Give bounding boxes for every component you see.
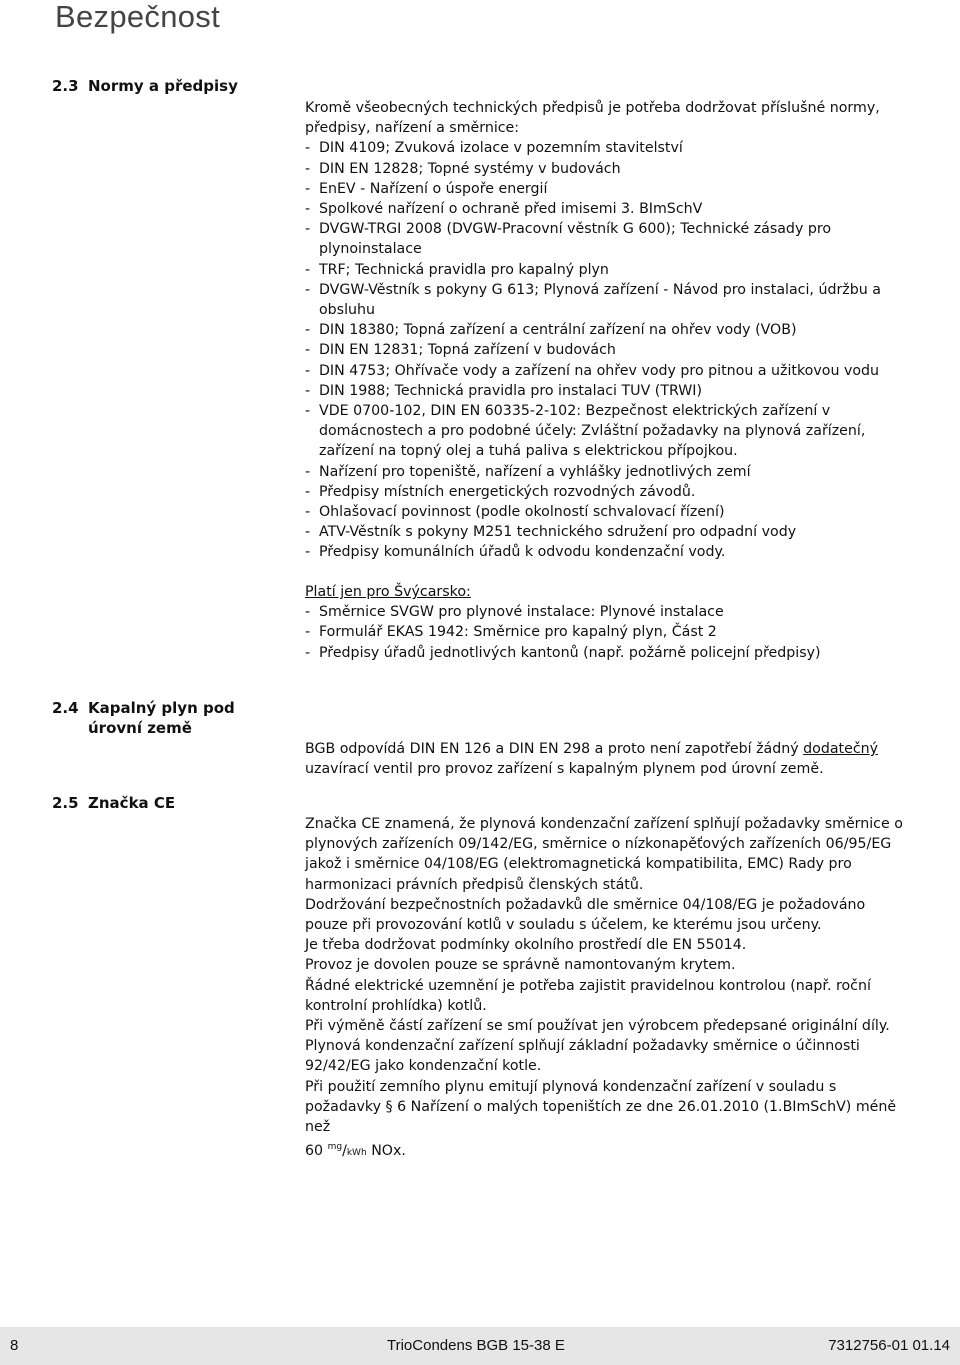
section-number: 2.5 (52, 794, 79, 812)
list-item: - Předpisy místních energetických rozvodných závodů. (305, 482, 915, 502)
list-item: - DIN EN 12828; Topné systémy v budovách (305, 159, 915, 179)
list-item: - Nařízení pro topeniště, nařízení a vyhlášky jednotlivých zemí (305, 462, 915, 482)
footer-page-number: 8 (10, 1337, 19, 1354)
section-heading-znacka-ce (52, 793, 175, 813)
section-heading-normy (52, 76, 238, 96)
swiss-body (305, 582, 915, 663)
list-item: - DIN 4753; Ohřívače vody a zařízení na ohřev vody pro pitnou a užitkovou vodu (305, 361, 915, 381)
lpg-text-underlined: dodatečný (803, 741, 879, 757)
ce-body (305, 814, 912, 1163)
section-number: 2.3 (52, 77, 79, 95)
ce-paragraph: Při výměně částí zařízení se smí používat jen výrobcem předepsané originální díly. (305, 1018, 890, 1035)
ce-paragraph: Při použití zemního plynu emitují plynová kondenzační zařízení v souladu s požadavky § 6 Nařízení o malých topeništích ze dne 26.01.2010 (1.BImSchV) méně než (305, 1078, 897, 1136)
list-item: - EnEV - Nařízení o úspoře energií (305, 179, 915, 199)
emission-unit-sup: mg (327, 1142, 343, 1153)
swiss-heading: Platí jen pro Švýcarsko: (305, 584, 471, 600)
section-title: Kapalný plyn pod úrovní země (88, 699, 235, 737)
emission-unit-sep: / (342, 1143, 347, 1160)
emission-limit (305, 1137, 912, 1163)
list-item: - Předpisy komunálních úřadů k odvodu kondenzační vody. (305, 542, 915, 562)
lpg-text-part: BGB odpovídá DIN EN 126 a DIN EN 298 a proto není zapotřebí žádný (305, 741, 804, 757)
list-item: - DVGW-TRGI 2008 (DVGW-Pracovní věstník G 600); Technické zásady pro plynoinstalace (305, 219, 915, 259)
ce-paragraph: Provoz je dovolen pouze se správně namontovaným krytem. (305, 957, 736, 974)
lpg-paragraph (305, 739, 915, 779)
list-item: - Předpisy úřadů jednotlivých kantonů (např. požárně policejní předpisy) (305, 643, 915, 663)
list-item: - Formulář EKAS 1942: Směrnice pro kapalný plyn, Část 2 (305, 622, 915, 642)
list-item: - DIN 4109; Zvuková izolace v pozemním stavitelství (305, 138, 915, 158)
ce-paragraph: Je třeba dodržovat podmínky okolního prostředí dle EN 55014. (305, 937, 747, 954)
section-number: 2.4 (52, 699, 79, 717)
list-item: - Spolkové nařízení o ochraně před imisemi 3. BImSchV (305, 199, 915, 219)
list-item: - TRF; Technická pravidla pro kapalný plyn (305, 260, 915, 280)
emission-value: 60 (305, 1143, 324, 1160)
emission-gas: NOx. (371, 1143, 406, 1160)
swiss-list (305, 602, 915, 663)
list-item: - Směrnice SVGW pro plynové instalace: Plynové instalace (305, 602, 915, 622)
section-heading-kapalny-plyn (52, 698, 278, 738)
section-title: Značka CE (88, 794, 176, 812)
emission-unit-sub: kWh (346, 1148, 367, 1159)
list-item: - DIN 18380; Topná zařízení a centrální zařízení na ohřev vody (VOB) (305, 320, 915, 340)
list-item: - DVGW-Věstník s pokyny G 613; Plynová zařízení - Návod pro instalaci, údržbu a obsluhu (305, 280, 915, 320)
page-footer (0, 1327, 960, 1365)
list-item: - DIN 1988; Technická pravidla pro instalaci TUV (TRWI) (305, 381, 915, 401)
list-item: - VDE 0700-102, DIN EN 60335-2-102: Bezpečnost elektrických zařízení v domácnostech a pro podobné účely: Zvláštní požadavky na plynová zařízení, zařízení na topný olej a tuhá paliva s elektrickou přípojkou. (305, 401, 915, 462)
footer-product: TrioCondens BGB 15-38 E (387, 1337, 565, 1354)
ce-paragraph: Řádné elektrické uzemnění je potřeba zajistit pravidelnou kontrolou (např. roční kontrolní prohlídka) kotlů. (305, 977, 871, 1014)
section-title: Normy a předpisy (88, 77, 238, 95)
list-item: - DIN EN 12831; Topná zařízení v budovách (305, 340, 915, 360)
list-item: - ATV-Věstník s pokyny M251 technického sdružení pro odpadní vody (305, 522, 915, 542)
lpg-text-part: uzavírací ventil pro provoz zařízení s kapalným plynem pod úrovní země. (305, 761, 824, 778)
standards-intro: Kromě všeobecných technických předpisů je potřeba dodržovat příslušné normy, předpisy, nařízení a směrnice: (305, 100, 880, 137)
standards-body (305, 98, 915, 563)
list-item: - Ohlašovací povinnost (podle okolností schvalovací řízení) (305, 502, 915, 522)
page-title: Bezpečnost (55, 0, 220, 34)
ce-paragraph: Dodržování bezpečnostních požadavků dle směrnice 04/108/EG je požadováno pouze při provozování kotlů v souladu s účelem, ke kterému jsou určeny. (305, 896, 866, 934)
ce-paragraph: Plynová kondenzační zařízení splňují základní požadavky směrnice o účinnosti 92/42/EG jako kondenzační kotle. (305, 1038, 860, 1075)
standards-list (305, 138, 915, 562)
footer-document-number: 7312756-01 01.14 (828, 1337, 950, 1354)
ce-paragraph: Značka CE znamená, že plynová kondenzační zařízení splňují požadavky směrnice o plynových zařízeních 09/142/EG, směrnice o nízkonapěťových zařízeních 06/95/EG jakož i směrnice 04/108/EG (elektromagnetická kompatibilita, EMC) Rady pro harmonizaci právních předpisů členských států. (305, 816, 903, 893)
